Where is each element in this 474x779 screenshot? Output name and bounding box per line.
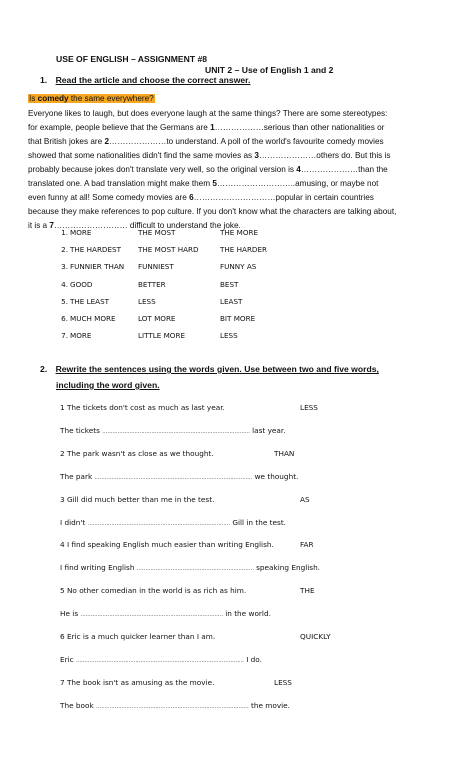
answer-blank: ……………………………………………………………………………………… — [75, 658, 244, 664]
option-c: BEST — [220, 279, 239, 289]
key-word: THAN — [274, 448, 295, 458]
answer-end: I do. — [243, 655, 262, 664]
article-title-bold: comedy — [37, 94, 69, 103]
option-c: LESS — [220, 331, 238, 341]
answer-blank: ………………………………………………………………………… — [87, 520, 231, 527]
answer-end: in the world. — [222, 609, 271, 619]
article-title-post: the same everywhere? — [68, 94, 154, 103]
option-number: 5. — [61, 296, 68, 306]
rewrite-sentence: 3 Gill did much better than me in the test. — [60, 494, 215, 504]
answer-start: The park — [60, 471, 95, 481]
article-line-text: Everyone likes to laugh, but does everyone laugh at the same things? There are some stereotypes: — [28, 109, 388, 118]
article-line — [28, 149, 458, 163]
option-a: THE LEAST — [70, 296, 110, 306]
article-line — [28, 177, 458, 191]
option-c: THE MORE — [220, 228, 259, 237]
option-a: MUCH MORE — [70, 314, 116, 323]
option-c: THE HARDER — [220, 245, 268, 255]
article-line — [28, 135, 458, 149]
article-title-highlight — [28, 94, 155, 103]
article-line-text: ……………………… difficult to understand the joke. — [53, 221, 241, 230]
article-line-text: that British jokes are — [28, 137, 105, 146]
rewrite-sentence: 1 The tickets don't cost as much as last year. — [60, 403, 225, 412]
article-line-text: probably because jokes don't translate very well, so the original version is — [28, 165, 297, 174]
option-a: FUNNIER THAN — [70, 262, 125, 272]
article-paragraph — [28, 107, 458, 233]
answer-line — [60, 472, 298, 481]
section1-instruction: Read the article and choose the correct answer. — [55, 75, 251, 85]
article-line-text: because they make references to pop culture. If you don't know what the characters are talking about, — [28, 207, 397, 216]
answer-line — [60, 563, 320, 572]
article-line-text: for example, people believe that the Germans are — [28, 123, 211, 132]
article-line — [28, 107, 458, 121]
key-word: QUICKLY — [300, 632, 331, 641]
rewrite-sentence: 7 The book isn't as amusing as the movie. — [60, 677, 215, 687]
answer-line — [60, 655, 262, 664]
key-word: AS — [300, 494, 310, 504]
section2-instruction-line1: Rewrite the sentences using the words given. Use between two and five words, — [55, 364, 379, 374]
article-line-text: …………………others do. But this is — [258, 151, 391, 160]
option-number: 7. — [61, 331, 68, 341]
article-line — [28, 163, 458, 177]
article-title-pre: Is — [29, 94, 38, 103]
section2-number: 2. — [40, 364, 48, 374]
answer-start: He is — [60, 609, 81, 619]
answer-line — [60, 426, 286, 435]
answer-start: Eric — [60, 655, 76, 664]
answer-start: The tickets — [60, 426, 103, 435]
gap-number: 7 — [49, 221, 54, 230]
answer-blank: ………………………………………………………………………… — [80, 612, 223, 619]
answer-start: I didn't — [60, 517, 88, 527]
answer-line — [60, 609, 271, 618]
article-line-text: it is a — [28, 221, 50, 230]
gap-number: 3 — [254, 151, 259, 160]
gap-number: 1 — [210, 123, 215, 132]
option-b: LITTLE MORE — [138, 331, 186, 341]
article-line — [28, 191, 458, 205]
answer-start: The book — [60, 700, 96, 710]
assignment-title: USE OF ENGLISH – ASSIGNMENT #8 — [56, 54, 208, 64]
key-word: FAR — [300, 540, 314, 550]
answer-blank: …………………………………………………………… — [136, 566, 254, 573]
option-number: 4. — [61, 279, 68, 289]
article-title — [28, 94, 155, 103]
key-word: LESS — [274, 677, 292, 687]
article-line-text: showed that some nationalities didn't find the same movies as — [28, 151, 255, 160]
section1-heading — [40, 75, 250, 85]
article-line-text: ………………………..amusing, or maybe not — [216, 179, 379, 188]
key-word: LESS — [300, 403, 318, 412]
gap-number: 6 — [189, 193, 194, 202]
option-a: MORE — [70, 331, 92, 341]
answer-end: Gill in the test. — [230, 517, 287, 527]
option-number: 6. — [61, 314, 68, 323]
article-line-text: even funny at all! Some comedy movies are — [28, 193, 190, 202]
article-line-text: …………………than the — [300, 165, 388, 174]
article-line-text: ………………serious than other nationalities or — [214, 123, 385, 132]
article-line — [28, 121, 458, 135]
rewrite-sentence: 5 No other comedian in the world is as rich as him. — [60, 586, 247, 596]
option-number: 2. — [61, 245, 68, 255]
option-b: BETTER — [138, 279, 166, 289]
option-c: FUNNY AS — [220, 262, 257, 272]
option-number: 3. — [61, 262, 68, 272]
option-b: LESS — [138, 296, 156, 306]
answer-start: I find writing English — [60, 563, 137, 573]
rewrite-sentence: 2 The park wasn't as close as we thought. — [60, 448, 214, 458]
gap-number: 2 — [104, 137, 110, 146]
rewrite-sentence: 6 Eric is a much quicker learner than I am. — [60, 632, 216, 641]
answer-end: speaking English. — [253, 563, 321, 573]
answer-line — [60, 518, 286, 527]
option-number: 1. — [61, 228, 68, 237]
option-a: MORE — [70, 228, 92, 237]
option-a: GOOD — [70, 279, 93, 289]
gap-number: 4 — [296, 165, 301, 174]
option-c: BIT MORE — [220, 314, 256, 323]
answer-blank: ………………………………………………………………………………… — [94, 474, 253, 481]
section2-heading — [40, 364, 379, 374]
option-b: FUNNIEST — [138, 262, 174, 272]
answer-end: we thought. — [252, 471, 299, 481]
article-line-text: …………………to understand. A poll of the world's favourite comedy movies — [109, 137, 384, 146]
gap-number: 5 — [212, 179, 217, 188]
option-b: THE MOST HARD — [138, 245, 199, 255]
section2-instruction-line2: including the word given. — [56, 380, 160, 390]
answer-line — [60, 701, 290, 710]
unit-title: UNIT 2 – Use of English 1 and 2 — [205, 65, 334, 75]
option-b: THE MOST — [138, 228, 176, 237]
article-line-text: …………………………popular in certain countries — [193, 193, 374, 202]
answer-blank: ……………………………………………………………………………… — [96, 703, 249, 710]
article-line — [28, 205, 458, 219]
answer-end: last year. — [249, 426, 286, 435]
answer-blank: …………………………………………………………………………… — [102, 429, 250, 435]
option-a: THE HARDEST — [70, 245, 121, 255]
article-line-text: translated one. A bad translation might make them — [28, 179, 213, 188]
answer-end: the movie. — [248, 700, 290, 710]
option-b: LOT MORE — [138, 314, 176, 323]
option-c: LEAST — [220, 296, 243, 306]
key-word: THE — [300, 586, 315, 596]
rewrite-sentence: 4 I find speaking English much easier than writing English. — [60, 540, 274, 550]
section1-number: 1. — [40, 75, 48, 85]
